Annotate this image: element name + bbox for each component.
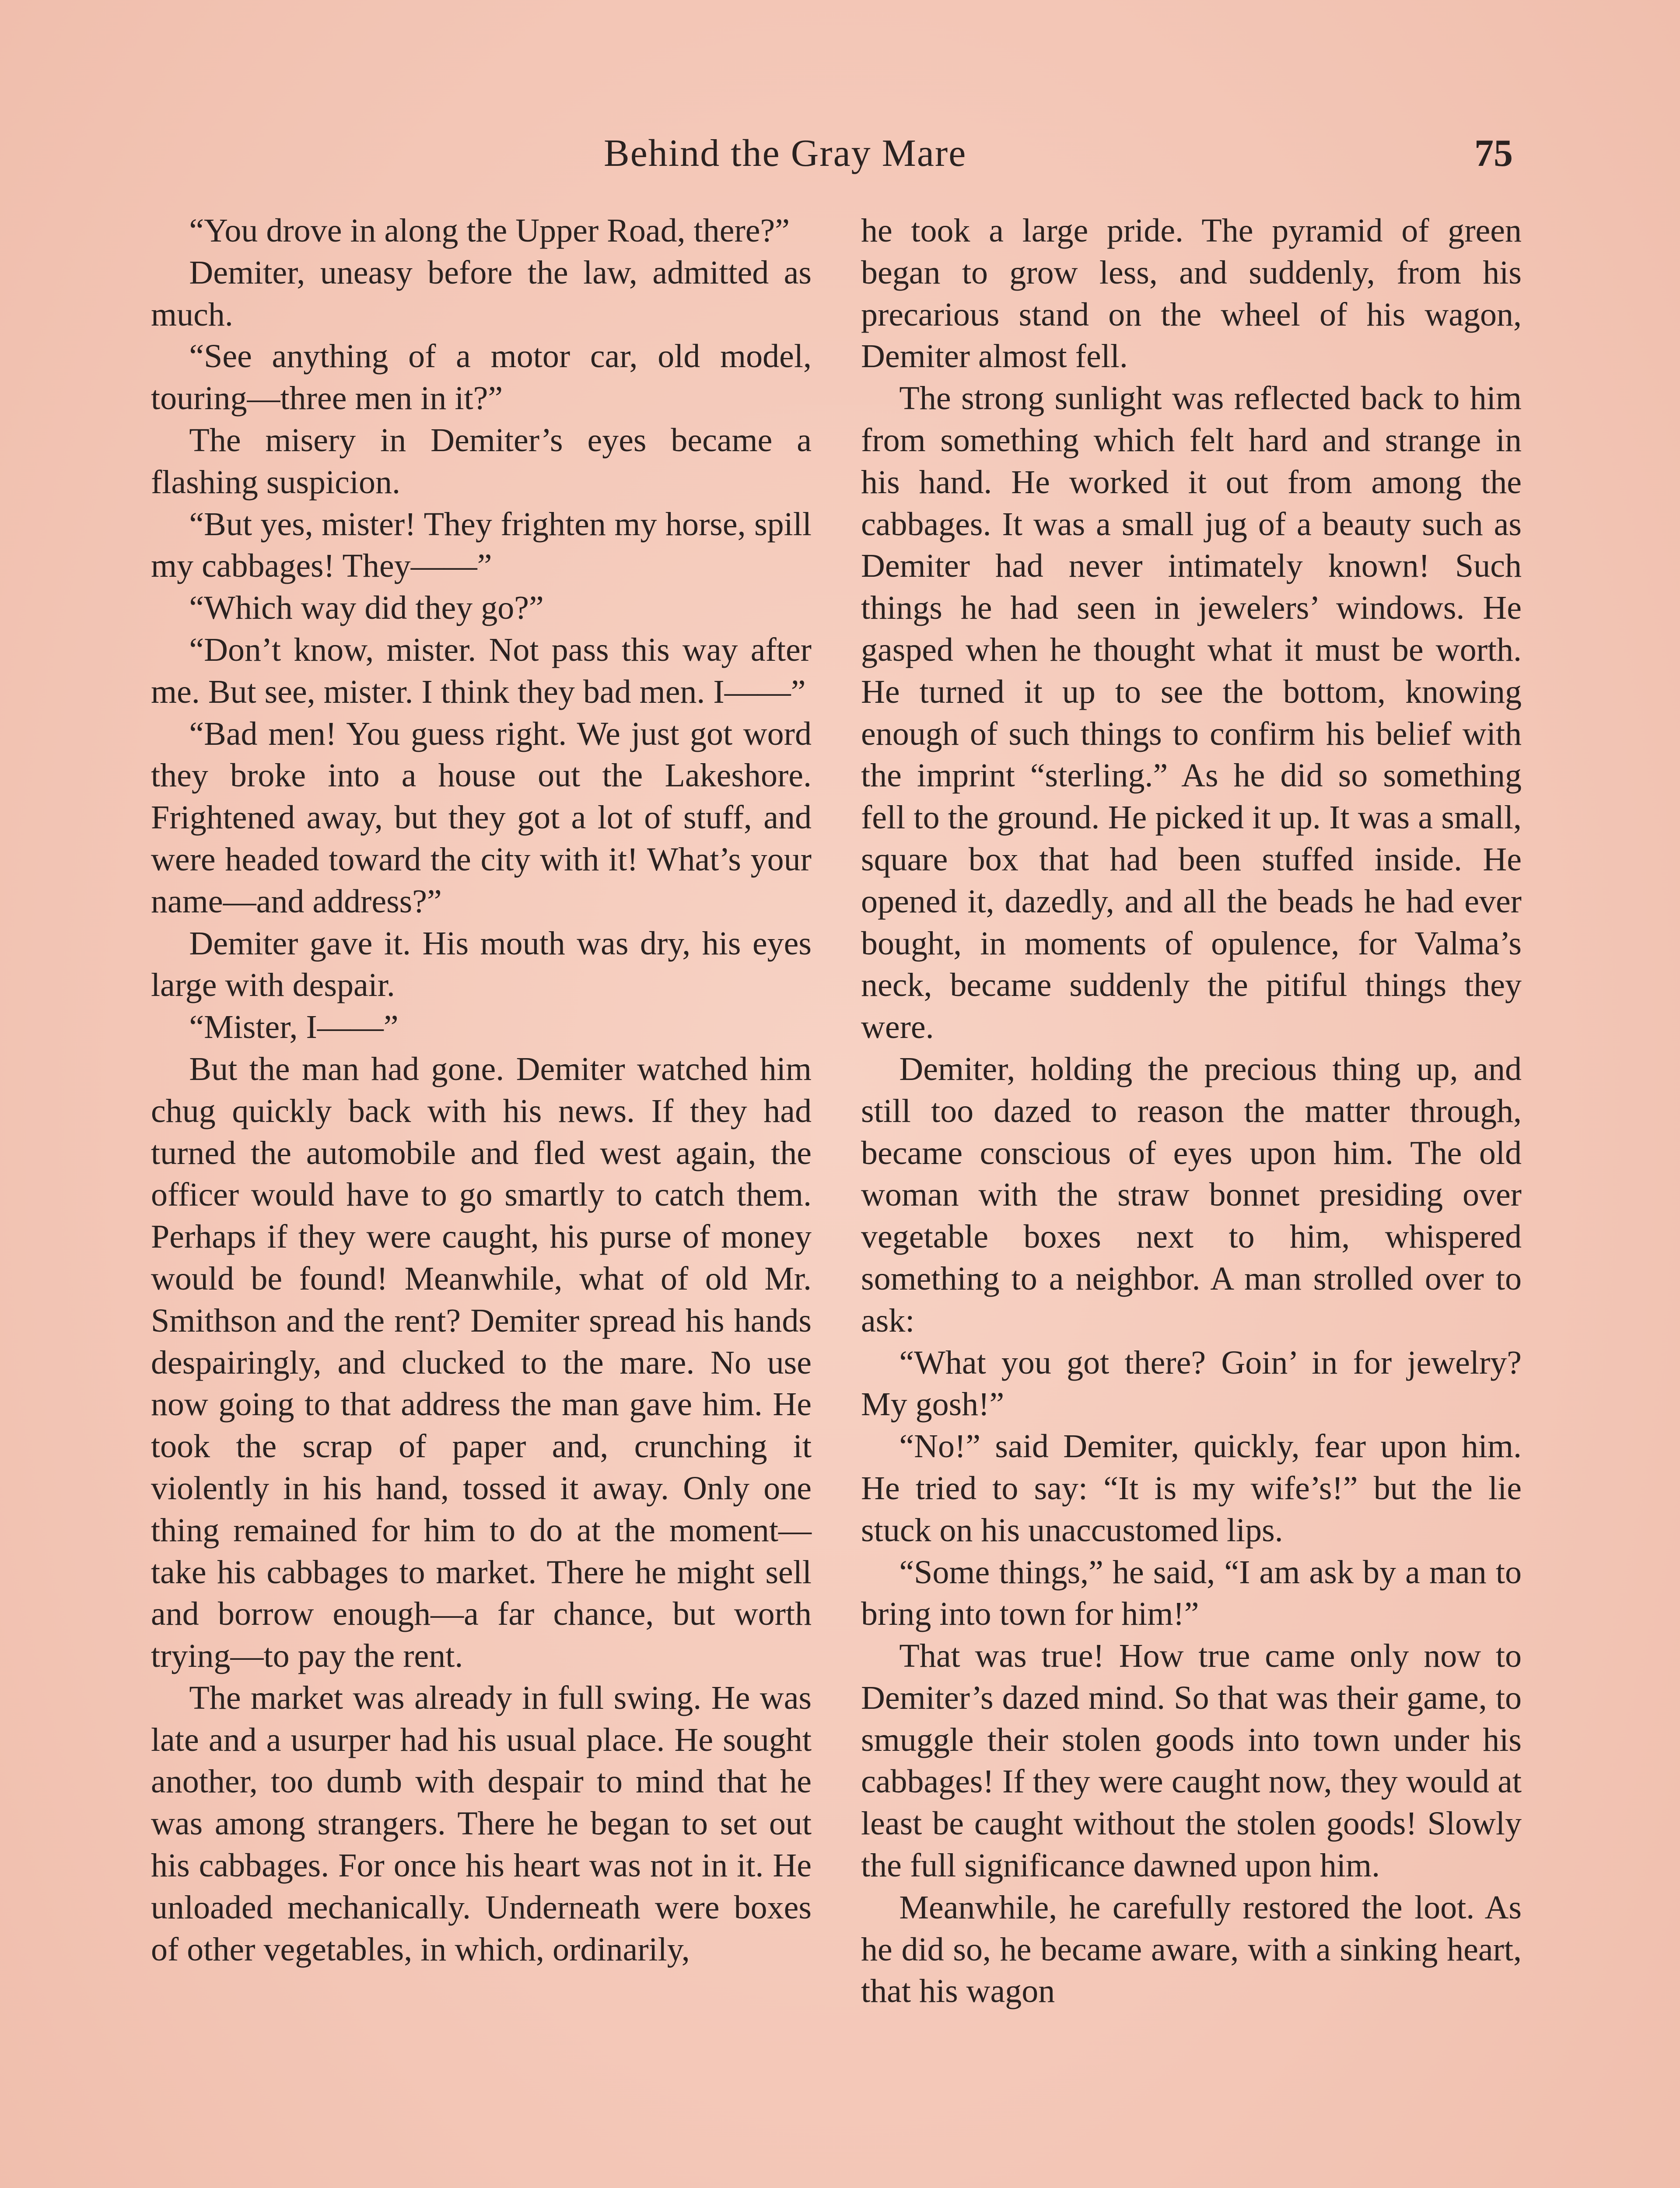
paragraph: But the man had gone. Demiter watched him chug quickly back with his news. If they had turned the automobile and fled west again, the officer would have to go smartly to catch them. Perhaps if they were caught, his purse of money would be found! Meanwhile, what of old Mr. Smithson and the rent? Demiter spread his hands despairingly, and clucked to the mare. No use now going to that address the man gave him. He took the scrap of paper and, crunching it violently in his hand, tossed it away. Only one thing remained for him to do at the moment—take his cabbages to market. There he might sell and borrow enough—a far chance, but worth trying—to pay the rent. bbox=[151, 1050, 812, 1675]
paragraph: The misery in Demiter’s eyes became a flashing suspicion. bbox=[151, 421, 812, 501]
right-column bbox=[861, 210, 1522, 2013]
paragraph: Demiter, uneasy before the law, admitted as much. bbox=[151, 254, 812, 333]
paragraph: “See anything of a motor car, old model, touring—three men in it?” bbox=[151, 338, 812, 417]
paragraph: That was true! How true came only now to Demiter’s dazed mind. So that was their game, to smuggle their stolen goods into town under his cabbages! If they were caught now, they would at least be caught without the stolen goods! Slowly the full significance dawned upon him. bbox=[861, 1637, 1522, 1884]
paragraph: “Bad men! You guess right. We just got word they broke into a house out the Lakeshore. Frightened away, but they got a lot of stuff, and were headed toward the city with it! What’s your name—and address?” bbox=[151, 715, 812, 920]
running-title: Behind the Gray Mare bbox=[604, 132, 967, 175]
page-number: 75 bbox=[1474, 132, 1513, 175]
paragraph: Demiter, holding the precious thing up, and still too dazed to reason the matter through, became conscious of eyes upon him. The old woman with the straw bonnet presiding over vegetable boxes next to him, whispered something to a neighbor. A man strolled over to ask: bbox=[861, 1050, 1522, 1339]
paragraph: “Mister, I——” bbox=[189, 1009, 399, 1046]
paragraph: “What you got there? Goin’ in for jewelry? My gosh!” bbox=[861, 1344, 1522, 1423]
paragraph: “No!” said Demiter, quickly, fear upon him. He tried to say: “It is my wife’s!” but the lie stuck on his unaccustomed lips. bbox=[861, 1428, 1522, 1549]
page-header bbox=[0, 131, 1680, 184]
paragraph: “Don’t know, mister. Not pass this way after me. But see, mister. I think they bad men. I——” bbox=[151, 631, 812, 710]
paragraph: The strong sunlight was reflected back to him from something which felt hard and strange in his hand. He worked it out from among the cabbages. It was a small jug of a beauty such as Demiter had never intimately known! Such things he had seen in jewelers’ windows. He gasped when he thought what it must be worth. He turned it up to see the bottom, knowing enough of such things to confirm his belief with the imprint “sterling.” As he did so something fell to the ground. He picked it up. It was a small, square box that had been stuffed inside. He opened it, dazedly, and all the beads he had ever bought, in moments of opulence, for Valma’s neck, became suddenly the pitiful things they were. bbox=[861, 380, 1522, 1046]
paragraph: “But yes, mister! They frighten my horse, spill my cabbages! They——” bbox=[151, 505, 812, 585]
paragraph: “Which way did they go?” bbox=[189, 589, 544, 627]
paragraph: Demiter gave it. His mouth was dry, his eyes large with despair. bbox=[151, 925, 812, 1004]
paragraph: “Some things,” he said, “I am ask by a man to bring into town for him!” bbox=[861, 1553, 1522, 1633]
left-column bbox=[151, 210, 812, 1971]
paragraph: Meanwhile, he carefully restored the loot. As he did so, he became aware, with a sinking heart, that his wagon bbox=[861, 1889, 1522, 2010]
paragraph-continued: he took a large pride. The pyramid of green began to grow less, and suddenly, from his precarious stand on the wheel of his wagon, Demiter almost fell. bbox=[861, 212, 1522, 375]
paragraph: The market was already in full swing. He was late and a usurper had his usual place. He sought another, too dumb with despair to mind that he was among strangers. There he began to set out his cabbages. For once his heart was not in it. He unloaded mechanically. Underneath were boxes of other vegetables, in which, ordinarily, bbox=[151, 1679, 812, 1968]
paragraph: “You drove in along the Upper Road, there?” bbox=[189, 212, 790, 249]
